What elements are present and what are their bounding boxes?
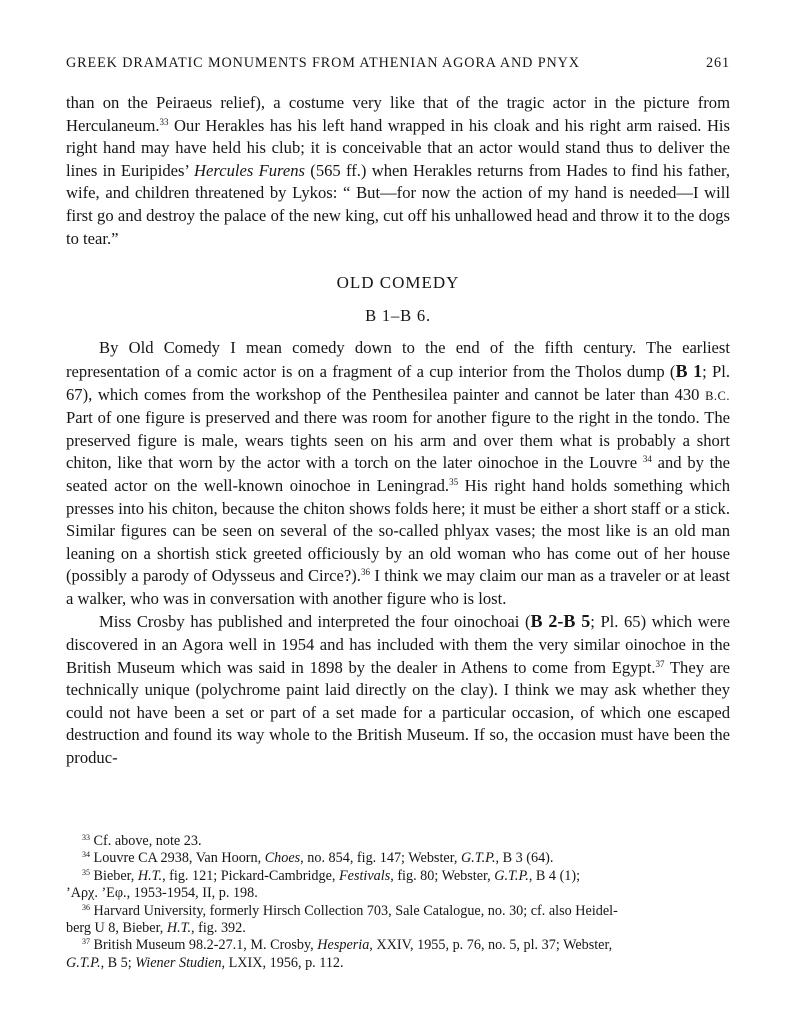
footnote-text: , fig. 392. <box>191 920 246 937</box>
footnote-text: Louvre CA 2938, Van Hoorn, <box>93 850 265 867</box>
section-subtitle: B 1–B 6. <box>365 305 431 325</box>
footnote-text: , B 5; <box>100 954 136 971</box>
footnote-italic: Wiener Studien <box>135 954 222 971</box>
footnote-italic: G.T.P. <box>66 954 101 971</box>
footnote-italic: H.T. <box>137 867 163 884</box>
footnotes <box>66 833 730 972</box>
footnote-italic: G.T.P. <box>460 850 496 867</box>
footnote-number: 36 <box>82 902 90 912</box>
footnote-text: , XXIV, 1955, p. 76, no. 5, pl. 37; Webster, <box>369 937 613 954</box>
text-run: (565 ff.) when Herakles returns from Hades to find his father, wife, and children threatened by Lykos: “ But—for now the action of my hand is needed—I will first go and destroy the palace of the new king, cut off his unhallowed head and throw it to the dogs to tear.” <box>66 160 730 248</box>
text-run: I think we may claim our man as a traveler or at least a walker, who was in conversation with another figure who is lost. <box>66 566 730 608</box>
footnote-text: , B 4 (1); <box>528 867 581 884</box>
footnote-italic: Choes <box>264 850 301 867</box>
footnote-number: 33 <box>82 833 90 842</box>
footnote-number: 34 <box>82 850 90 860</box>
footnote-text: , fig. 121; Pickard-Cambridge, <box>162 867 339 884</box>
footnote-text: , B 3 (64). <box>495 850 554 867</box>
footnote-italic: Hesperia <box>317 937 370 954</box>
footnote-35 <box>66 868 730 885</box>
footnote-text: , LXIX, 1956, p. 112. <box>221 954 344 971</box>
paragraph-old-comedy <box>66 337 730 610</box>
footnote-text: Cf. above, note 23. <box>93 833 202 849</box>
footnote-34 <box>66 850 730 867</box>
text-run: Part of one figure is preserved and there was room for another figure to the right in the tondo. The preserved figure is male, wears tights seen on his arm and over them what is probably a short chiton, like that worn by the actor with a torch on the later oinochoe in the Louvre <box>66 408 730 473</box>
footnote-number: 35 <box>82 867 90 877</box>
footnote-text: , no. 854, fig. 147; Webster, <box>300 850 461 867</box>
footnote-ref-37: 37 <box>655 658 665 669</box>
text-run: His right hand holds something which presses into his chiton, because the chiton shows folds here; it must be either a short staff or a stick. Similar figures can be seen on several of the so-called phlyax vases; the most like is an old man leaning on a shortish stick greeted officiously by an old woman who has come out of her house (possibly a parody of Odysseus and Circe?). <box>66 475 730 586</box>
text-run: and by the seated actor on the well-known oinochoe in Leningrad. <box>66 453 730 495</box>
text-run: ; Pl. 67), which comes from the workshop of the Penthesilea painter and cannot be later than 430 <box>66 361 730 404</box>
text-run: Miss Crosby has published and interpreted the four oinochoai ( <box>99 612 531 632</box>
italic-title: Hercules Furens <box>194 160 306 180</box>
footnote-text: Bieber, <box>93 867 138 884</box>
footnote-36-continued <box>66 920 730 937</box>
text-run: Our Herakles has his left hand wrapped in his cloak and his right arm raised. His right hand may have held his club; it is conceivable that an actor would stand thus to deliver the lines in Euripides’ <box>66 115 730 180</box>
footnote-37-continued <box>66 955 730 972</box>
footnote-text: , fig. 80; Webster, <box>390 867 495 884</box>
text-run: By Old Comedy I mean comedy down to the end of the fifth century. The earliest representation of a comic actor is on a fragment of a cup interior from the Tholos dump ( <box>66 338 730 381</box>
body-text <box>66 92 730 770</box>
footnote-ref-34: 34 <box>642 454 652 465</box>
footnote-italic: Festivals <box>339 867 391 884</box>
footnote-italic: G.T.P. <box>494 867 529 884</box>
footnote-37 <box>66 937 730 954</box>
footnote-text: berg U 8, Bieber, <box>66 920 167 937</box>
footnote-text: ’Αρχ. ’Εφ., 1953-1954, II, p. 198. <box>66 885 258 902</box>
catalogue-ref: B 1 <box>675 360 703 381</box>
footnote-33 <box>66 833 730 850</box>
footnote-ref-33: 33 <box>159 116 169 127</box>
running-head <box>66 55 730 72</box>
footnote-text: Harvard University, formerly Hirsch Collection 703, Sale Catalogue, no. 30; cf. also Heidel- <box>93 902 618 919</box>
paragraph-oinochoai <box>66 610 730 769</box>
small-caps-date: B.C. <box>705 388 730 403</box>
footnote-ref-36: 36 <box>360 567 370 578</box>
footnote-36 <box>66 903 730 920</box>
section-title: OLD COMEDY <box>336 273 460 293</box>
page-number: 261 <box>706 55 730 71</box>
footnote-35-continued <box>66 885 730 902</box>
running-title: GREEK DRAMATIC MONUMENTS FROM ATHENIAN AGORA AND PNYX <box>66 55 580 71</box>
paragraph-continued <box>66 92 730 250</box>
text-run: ; Pl. 65) which were discovered in an Agora well in 1954 and has included with them the very similar oinochoe in the British Museum which was said in 1898 by the dealer in Athens to come from Egypt. <box>66 612 730 677</box>
footnote-number: 37 <box>82 937 90 947</box>
text-run: They are technically unique (polychrome paint laid directly on the clay). I think we may ask whether they could not have been a set or part of a set made for a particular occasion, of which one escaped destruction and found its way whole to the British Museum. If so, the occasion must have been the produc- <box>66 657 730 768</box>
catalogue-ref: B 2-B 5 <box>530 611 591 632</box>
footnote-text: British Museum 98.2-27.1, M. Crosby, <box>93 937 318 954</box>
footnote-italic: H.T. <box>166 920 192 937</box>
footnote-ref-35: 35 <box>449 476 459 487</box>
text-run: than on the Peiraeus relief), a costume very like that of the tragic actor in the picture from Herculaneum. <box>66 93 730 135</box>
